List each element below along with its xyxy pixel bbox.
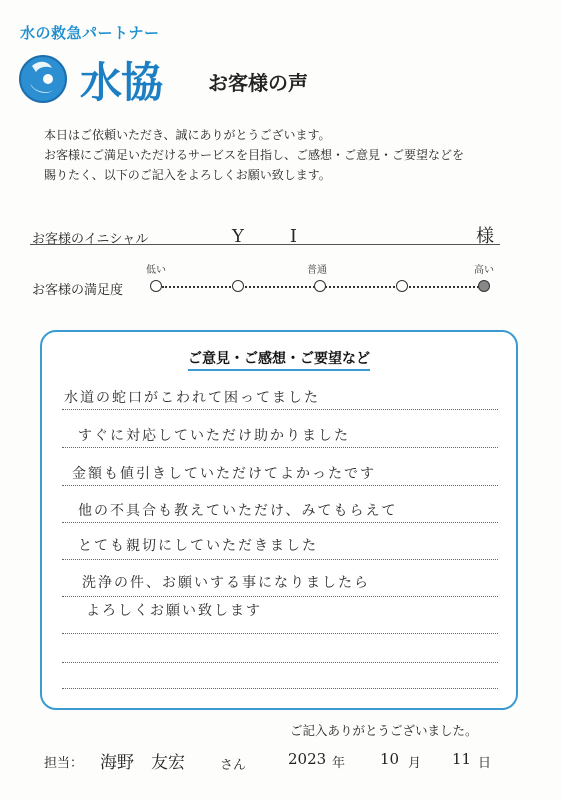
intro-line: 本日はご依頼いただき、誠にありがとうございます。 <box>44 128 331 142</box>
scale-low-label: 低い <box>146 265 166 276</box>
comment-line[interactable]: とても親切にしていただきました <box>78 538 318 554</box>
comment-rule <box>62 662 498 663</box>
comment-line[interactable]: 洗浄の件、お願いする事になりましたら <box>82 575 370 591</box>
satisfaction-option-2[interactable] <box>232 280 244 292</box>
comment-rule <box>62 688 498 689</box>
comment-rule <box>62 633 498 634</box>
scale-mid-label: 普通 <box>307 265 327 276</box>
comments-box <box>40 330 518 710</box>
form-title: お客様の声 <box>208 71 308 95</box>
intro-line: 賜りたく、以下のご記入をよろしくお願い致します。 <box>44 168 331 182</box>
comment-line[interactable]: 金額も値引きしていただけてよかったです <box>72 466 376 482</box>
water-drop-logo-icon <box>18 54 76 104</box>
comments-title <box>42 348 516 368</box>
year-unit: 年 <box>332 756 346 771</box>
scale-high-label: 高い <box>474 265 494 276</box>
comment-line[interactable]: よろしくお願い致します <box>86 603 262 619</box>
comments-title-text: ご意見・ご感想・ご要望など <box>188 351 370 371</box>
initials-label: お客様のイニシャル <box>32 232 149 247</box>
thanks-text: ご記入ありがとうございました。 <box>290 723 478 738</box>
intro-text <box>44 125 524 185</box>
satisfaction-option-3[interactable] <box>314 280 326 292</box>
initials-underline <box>30 244 500 245</box>
intro-line: お客様にご満足いただけるサービスを目指し、ご感想・ご意見・ご要望などを <box>44 148 465 162</box>
staff-name[interactable]: 海野 友宏 <box>100 753 185 773</box>
comment-line[interactable]: 水道の蛇口がこわれて困ってました <box>64 390 320 406</box>
comment-rule <box>62 596 498 597</box>
comment-line[interactable]: すぐに対応していただけ助かりました <box>78 428 350 444</box>
comment-rule <box>62 447 498 448</box>
brand-tagline: 水の救急パートナー <box>20 24 160 42</box>
staff-suffix: さん <box>220 758 247 773</box>
comment-rule <box>62 522 498 523</box>
date-year[interactable]: 2023 <box>288 750 327 768</box>
date-day[interactable]: 11 <box>452 750 472 768</box>
satisfaction-label: お客様の満足度 <box>32 283 124 298</box>
initials-suffix: 様 <box>476 226 494 247</box>
satisfaction-option-1[interactable] <box>150 280 162 292</box>
satisfaction-option-5[interactable] <box>478 280 490 292</box>
month-unit: 月 <box>408 756 422 771</box>
comment-rule <box>62 409 498 410</box>
staff-label: 担当： <box>44 756 84 771</box>
comment-rule <box>62 485 498 486</box>
initials-value[interactable]: Y I <box>232 226 311 247</box>
day-unit: 日 <box>478 756 492 771</box>
date-month[interactable]: 10 <box>380 750 400 768</box>
comment-rule <box>62 559 498 560</box>
brand-logo-text: 水協 <box>80 58 163 107</box>
comment-line[interactable]: 他の不具合も教えていただけ、みてもらえて <box>78 503 398 519</box>
satisfaction-option-4[interactable] <box>396 280 408 292</box>
